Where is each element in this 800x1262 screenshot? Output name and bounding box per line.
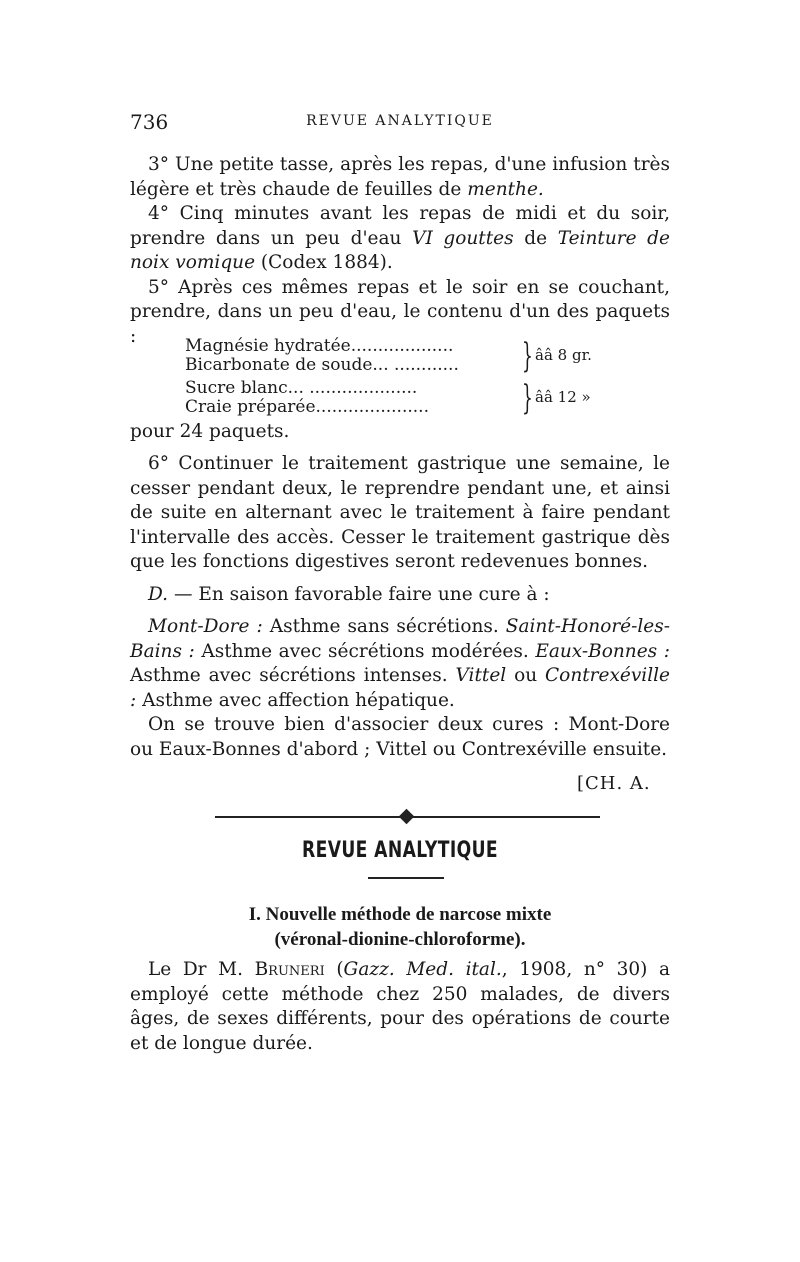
cure-desc: Asthme avec sécrétions modérées. [194, 640, 536, 662]
section-title: REVUE ANALYTIQUE [301, 838, 499, 863]
recipe-group-2 [185, 379, 635, 417]
paragraph-3 [130, 153, 670, 202]
article-title-line: (véronal-dionine-chloroforme). [274, 929, 526, 950]
paragraph-4-dose: VI gouttes [412, 227, 514, 249]
title-underline [368, 877, 444, 879]
paragraph-3-italic: menthe. [467, 178, 544, 200]
article-body [130, 958, 670, 1056]
cure-name: Eaux-Bonnes : [535, 640, 670, 662]
running-head: REVUE ANALYTIQUE [306, 113, 494, 129]
paragraph-3-text: 3° Une petite tasse, après les repas, d'une infusion très légère et très chaude de feuilles de [130, 154, 670, 200]
paragraph-4 [130, 202, 670, 276]
prescription-text [130, 153, 670, 349]
treatment-text [130, 452, 670, 762]
brace-glyph: } [522, 378, 533, 418]
paragraph-4-de: de [513, 227, 558, 249]
recipe-footer: pour 24 paquets. [130, 421, 290, 442]
page-header [130, 110, 670, 138]
cure-name: Contrexéville : [130, 665, 670, 711]
paragraph-d-letter: D. [148, 583, 169, 605]
page-number: 736 [130, 110, 169, 134]
paragraph-d-text: — En saison favorable faire une cure à : [168, 583, 550, 605]
brace-glyph: } [522, 336, 533, 376]
author-signature: [CH. A. [577, 773, 651, 794]
recipe-line: Bicarbonate de soude... ............ [185, 355, 459, 375]
recipe-footer-block [130, 420, 670, 445]
cure-desc: Asthme avec affection hépatique. [136, 689, 455, 711]
recipe-dose: ââ 12 » [535, 388, 591, 406]
paragraph-6: 6° Continuer le traitement gastrique une semaine, le cesser pendant deux, le reprendre pendant une, et ainsi de suite en alternant avec le traitement à faire pendant l'intervalle des accès. Cesser le traitement gastrique dès que les fonctions digestives seront redevenues bonnes. [130, 453, 670, 572]
recipe-line: Magnésie hydratée................... [185, 336, 454, 356]
journal-name: Gazz. Med. ital. [343, 959, 502, 980]
cure-name: Mont-Dore : [148, 616, 263, 637]
paragraph-associate: On se trouve bien d'associer deux cures : Mont-Dore ou Eaux-Bonnes d'abord ; Vittel ou Contrexéville ensuite. [130, 714, 670, 760]
paragraph-4-codex: (Codex 1884). [255, 252, 393, 273]
article-paragraph [130, 958, 670, 1056]
article-text: ( [324, 959, 344, 980]
divider-ornament-icon [399, 809, 415, 825]
recipe-block [185, 337, 635, 421]
recipe-dose: ââ 8 gr. [535, 346, 592, 364]
cure-desc: ou [506, 665, 546, 686]
paragraph-4-remedy: Teinture de noix vomique [130, 227, 670, 273]
paragraph-5: 5° Après ces mêmes repas et le soir en se couchant, prendre, dans un peu d'eau, le contenu d'un des paquets : [130, 276, 670, 347]
paragraph-d [130, 583, 670, 608]
cures-paragraph [130, 615, 670, 713]
recipe-line: Craie préparée..................... [185, 397, 429, 417]
recipe-group-1 [185, 337, 635, 375]
paragraph-4-text: 4° Cinq minutes avant les repas de midi et du soir, prendre dans un peu d'eau [130, 203, 670, 249]
article-title [130, 902, 670, 952]
cure-desc: Asthme sans sécrétions. [262, 616, 506, 637]
article-title-line: I. Nouvelle méthode de narcose mixte [248, 904, 552, 925]
cure-name: Saint-Honoré-les-Bains : [130, 616, 670, 662]
article-text: Le Dr M. [148, 959, 255, 980]
recipe-line: Sucre blanc... .................... [185, 378, 418, 398]
article-text: , 1908, n° 30) a employé cette méthode chez 250 malades, de divers âges, de sexes différents, pour des opérations de courte et de longue durée. [130, 959, 670, 1054]
cure-name: Vittel [455, 665, 507, 686]
cure-desc: Asthme avec sécrétions intenses. [130, 665, 456, 686]
author-name: Bruneri [254, 959, 325, 980]
